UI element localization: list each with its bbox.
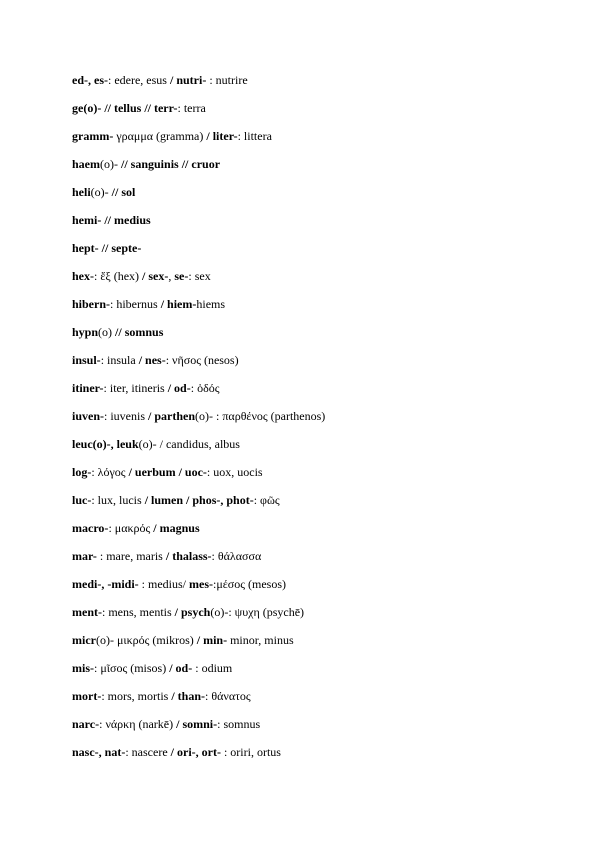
entry-term: medi-, -midi-: [72, 577, 139, 591]
entry-term: insul-: [72, 353, 101, 367]
entry-term: // sol: [111, 185, 136, 199]
entry-itiner: itiner-: iter, itineris / od-: ὁδός: [72, 381, 220, 395]
entry-term: se-: [174, 269, 189, 283]
entry-term: / nutri-: [169, 73, 207, 87]
entry-term: nasc-, nat-: [72, 745, 126, 759]
entry-term: / liter-: [206, 129, 238, 143]
entry-term: mis-: [72, 661, 94, 675]
entry-term: / od-: [167, 381, 191, 395]
entry-mort: mort-: mors, mortis / than-: θάνατος: [72, 689, 251, 703]
entry-hept: [72, 241, 141, 255]
entry-term: mar-: [72, 549, 97, 563]
entry-luc: luc-: lux, lucis / lumen / phos-, phot-: φῶς: [72, 493, 280, 507]
entry-term: / ori-, ort-: [170, 745, 221, 759]
entry-term: / sex-: [142, 269, 169, 283]
entry-hemi: [72, 213, 151, 227]
entry-micr: micr(o)- μικρός (mikros) / min- minor, minus: [72, 633, 294, 647]
entry-mar: mar- : mare, maris / thalass-: θάλασσα: [72, 549, 262, 563]
entry-gramm: gramm- γραμμα (gramma) / liter-: littera: [72, 129, 272, 143]
entry-mis: mis-: μῖσος (misos) / od- : odium: [72, 661, 233, 675]
entry-term: ge(o)- // tellus // terr-: [72, 101, 178, 115]
entry-term: // sanguinis // cruor: [121, 157, 221, 171]
entry-leuc: leuc(o)-, leuk(o)- / candidus, albus: [72, 437, 240, 451]
entry-insul: insul-: insula / nes-: νῆσος (nesos): [72, 353, 239, 367]
entry-term: itiner-: [72, 381, 104, 395]
entry-term: hept- // septe-: [72, 241, 142, 255]
entry-term: hemi- // medius: [72, 213, 151, 227]
entry-heli: heli(o)- // sol: [72, 185, 136, 199]
entry-term: macro-: [72, 521, 109, 535]
entry-term: ment-: [72, 605, 102, 619]
entry-term: / od-: [169, 661, 193, 675]
entry-hex: hex-: ἕξ (hex) / sex-, se-: sex: [72, 269, 211, 283]
entry-term: / magnus: [153, 521, 200, 535]
entry-term: / than-: [171, 689, 206, 703]
entry-term: heli: [72, 185, 91, 199]
entry-medi: medi-, -midi- : medius/ mes-:μέσος (mesos): [72, 577, 287, 591]
entry-term: mort-: [72, 689, 102, 703]
entry-ment: ment-: mens, mentis / psych(o)-: ψυχη (psychē): [72, 605, 305, 619]
entry-term: iuven-: [72, 409, 105, 423]
entry-geo: ge(o)- // tellus // terr-: terra: [72, 101, 206, 115]
entry-term: / psych: [174, 605, 211, 619]
entry-term: mes-: [189, 577, 213, 591]
entry-term: hex-: [72, 269, 94, 283]
entry-haem: haem(o)- // sanguinis // cruor: [72, 157, 221, 171]
entry-term: hypn: [72, 325, 99, 339]
entry-term: ed-, es-: [72, 73, 108, 87]
entry-term: / lumen / phos-, phot-: [144, 493, 254, 507]
entry-ed-es: ed-, es-: edere, esus / nutri- : nutrire: [72, 73, 248, 87]
entry-term: / uerbum / uoc-: [128, 465, 207, 479]
entry-term: hibern-: [72, 297, 111, 311]
entry-term: leuc(o)-, leuk: [72, 437, 139, 451]
entry-nasc: nasc-, nat-: nascere / ori-, ort- : oriri, ortus: [72, 745, 281, 759]
entry-hypn: hypn(o) // somnus: [72, 325, 164, 339]
entry-macro: macro-: μακρός / magnus: [72, 521, 200, 535]
entry-term: / hiem-: [160, 297, 197, 311]
entry-term: // somnus: [115, 325, 164, 339]
entry-narc: narc-: νάρκη (narkē) / somni-: somnus: [72, 717, 261, 731]
entry-term: haem: [72, 157, 100, 171]
entry-term: log-: [72, 465, 92, 479]
entry-hibern: hibern-: hibernus / hiem-hiems: [72, 297, 226, 311]
entry-term: narc-: [72, 717, 100, 731]
entry-term: micr: [72, 633, 96, 647]
entry-term: / parthen: [148, 409, 196, 423]
entry-term: luc-: [72, 493, 92, 507]
entry-term: / thalass-: [165, 549, 212, 563]
entry-term: / somni-: [176, 717, 218, 731]
entry-term: / min-: [196, 633, 228, 647]
entry-iuven: iuven-: iuvenis / parthen(o)- : παρθένος (parthenos): [72, 409, 326, 423]
entry-log: log-: λόγος / uerbum / uoc-: uox, uocis: [72, 465, 263, 479]
entry-term: gramm-: [72, 129, 114, 143]
entry-term: / nes-: [138, 353, 166, 367]
